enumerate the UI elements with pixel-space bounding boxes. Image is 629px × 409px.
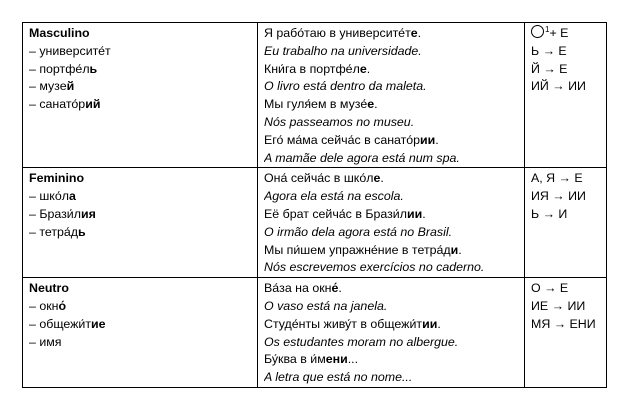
case-ending: ии: [420, 132, 436, 147]
russian-sentence: [264, 61, 519, 79]
sentence-text: Я рабо́таю в университе́т: [264, 26, 411, 40]
case-ending: ени: [325, 352, 348, 367]
noun-stem: – Брази́л: [29, 206, 81, 221]
sentence-text: .: [458, 242, 462, 257]
noun-item: [29, 78, 252, 96]
ending-rule: [531, 188, 601, 206]
ending-rule: [531, 316, 601, 334]
sentence-text: .: [380, 171, 384, 186]
rule-text: МЯ → ЕНИ: [531, 316, 596, 331]
sentence-text: .: [437, 316, 441, 331]
translation-line: [264, 224, 519, 242]
sentence-text: Agora ela está na escola.: [264, 189, 404, 204]
rule-text: ИЕ → ИИ: [531, 298, 586, 313]
russian-sentence: [264, 206, 519, 224]
translation-line: [264, 334, 519, 352]
noun-stem: – тетра́д: [29, 224, 79, 239]
case-ending: е: [410, 26, 418, 40]
noun-item: [29, 96, 252, 114]
sentence-text: Nós escrevemos exercícios no caderno.: [264, 260, 485, 275]
rule-cell: [525, 23, 607, 168]
russian-sentence: [264, 96, 519, 114]
noun-item: [29, 298, 252, 316]
sentence-text: A letra que está no nome...: [264, 370, 413, 385]
translation-line: [264, 369, 519, 387]
sentence-text: Мы пи́шем упражне́ние в тетра́д: [264, 242, 451, 257]
noun-stem: – санато́р: [29, 97, 86, 112]
noun-stem: – окн: [29, 298, 59, 313]
noun-cell: [23, 278, 258, 388]
translation-line: [264, 114, 519, 132]
noun-ending: ие: [91, 316, 106, 331]
noun-ending: ий: [85, 97, 101, 112]
sentence-text: Студе́нты живу́т в общежи́т: [264, 316, 423, 331]
noun-cell: [23, 23, 258, 168]
translation-line: [264, 188, 519, 206]
noun-item: [29, 316, 252, 334]
gender-heading: Feminino: [29, 171, 85, 186]
sentence-text: .: [338, 281, 342, 296]
grammar-table: [22, 22, 607, 388]
noun-ending: о́: [58, 298, 67, 313]
sentence-text: Её брат сейча́с в Брази́л: [264, 206, 407, 221]
rule-text: Ь → И: [531, 206, 568, 221]
case-ending: е: [373, 171, 381, 186]
section-row: [23, 278, 607, 388]
sentence-text: Бу́ква в и́м: [264, 352, 326, 367]
gender-heading: Neutro: [29, 281, 69, 296]
translation-line: [264, 43, 519, 61]
rule-text: + Е: [549, 26, 569, 40]
sentence-text: Его́ ма́ма сейча́с в санато́р: [264, 132, 420, 147]
ending-rule: [531, 25, 601, 43]
rule-cell: [525, 168, 607, 278]
sentence-text: Nós passeamos no museu.: [264, 114, 415, 129]
sentence-text: O vaso está na janela.: [264, 298, 388, 313]
rule-text: О → Е: [531, 281, 569, 296]
translation-line: [264, 78, 519, 96]
sentence-text: Мы гуля́ем в музе́: [264, 97, 368, 112]
section-row: [23, 23, 607, 168]
sentence-text: Os estudantes moram no albergue.: [264, 334, 459, 349]
sentence-text: O irmão dela agora está no Brasil.: [264, 224, 453, 239]
noun-item: [29, 224, 252, 242]
footnote-marker: 1: [545, 25, 550, 34]
sentence-text: .: [366, 61, 371, 76]
noun-item: [29, 334, 252, 352]
gender-heading: Masculino: [29, 26, 90, 40]
case-ending: ии: [422, 316, 438, 331]
ending-rule: [531, 78, 601, 96]
noun-ending: ь: [78, 224, 86, 239]
sentence-text: .: [374, 97, 378, 112]
russian-sentence: [264, 132, 519, 150]
case-ending: и: [450, 242, 459, 257]
sentence-text: ...: [347, 352, 359, 367]
noun-item: [29, 188, 252, 206]
sentence-text: Ва́за на окн: [264, 281, 332, 296]
russian-sentence: [264, 351, 519, 369]
russian-sentence: [264, 242, 519, 260]
ending-rule: [531, 170, 601, 188]
russian-sentence: [264, 280, 519, 298]
ending-rule: [531, 61, 601, 79]
example-cell: [258, 23, 525, 168]
noun-stem: – имя: [29, 334, 62, 349]
sentence-text: Кни́га в портфе́л: [264, 61, 360, 76]
ending-rule: [531, 206, 601, 224]
sentence-text: .: [422, 206, 426, 221]
noun-cell: [23, 168, 258, 278]
sentence-text: Eu trabalho na universidade.: [264, 43, 422, 58]
ending-rule: [531, 280, 601, 298]
noun-stem: – музе: [29, 79, 67, 94]
case-ending: е: [359, 61, 367, 76]
empty-ending-circle-icon: [531, 25, 544, 38]
rule-cell: [525, 278, 607, 388]
ending-rule: [531, 298, 601, 316]
rule-text: А, Я → Е: [531, 171, 583, 186]
russian-sentence: [264, 170, 519, 188]
noun-item: [29, 206, 252, 224]
sentence-text: .: [435, 132, 439, 147]
noun-ending: ия: [80, 206, 96, 221]
noun-stem: – портфе́л: [29, 61, 90, 76]
noun-item: [29, 61, 252, 79]
example-cell: [258, 168, 525, 278]
sentence-text: Она́ сейча́с в шко́л: [264, 171, 374, 186]
rule-text: ИЯ → ИИ: [531, 189, 586, 204]
noun-item: [29, 43, 252, 61]
russian-sentence: [264, 25, 519, 43]
ending-rule: [531, 43, 601, 61]
noun-stem: – университе́т: [29, 43, 111, 58]
section-row: [23, 168, 607, 278]
sentence-text: O livro está dentro da maleta.: [264, 79, 427, 94]
noun-stem: – шко́л: [29, 189, 69, 204]
case-ending: е́: [331, 281, 339, 296]
rule-text: Ь → Е: [531, 43, 567, 58]
translation-line: [264, 298, 519, 316]
sentence-text: .: [417, 26, 422, 40]
noun-ending: а: [68, 189, 76, 204]
noun-stem: – общежи́т: [29, 316, 92, 331]
sentence-text: A mamãe dele agora está num spa.: [264, 150, 460, 165]
russian-sentence: [264, 316, 519, 334]
translation-line: [264, 259, 519, 277]
noun-ending: ь: [89, 61, 98, 76]
translation-line: [264, 150, 519, 168]
noun-ending: й: [66, 79, 75, 94]
rule-text: ИЙ → ИИ: [531, 79, 586, 94]
case-ending: ии: [406, 206, 423, 221]
rule-text: Й → Е: [531, 61, 568, 76]
case-ending: е: [367, 97, 375, 112]
example-cell: [258, 278, 525, 388]
